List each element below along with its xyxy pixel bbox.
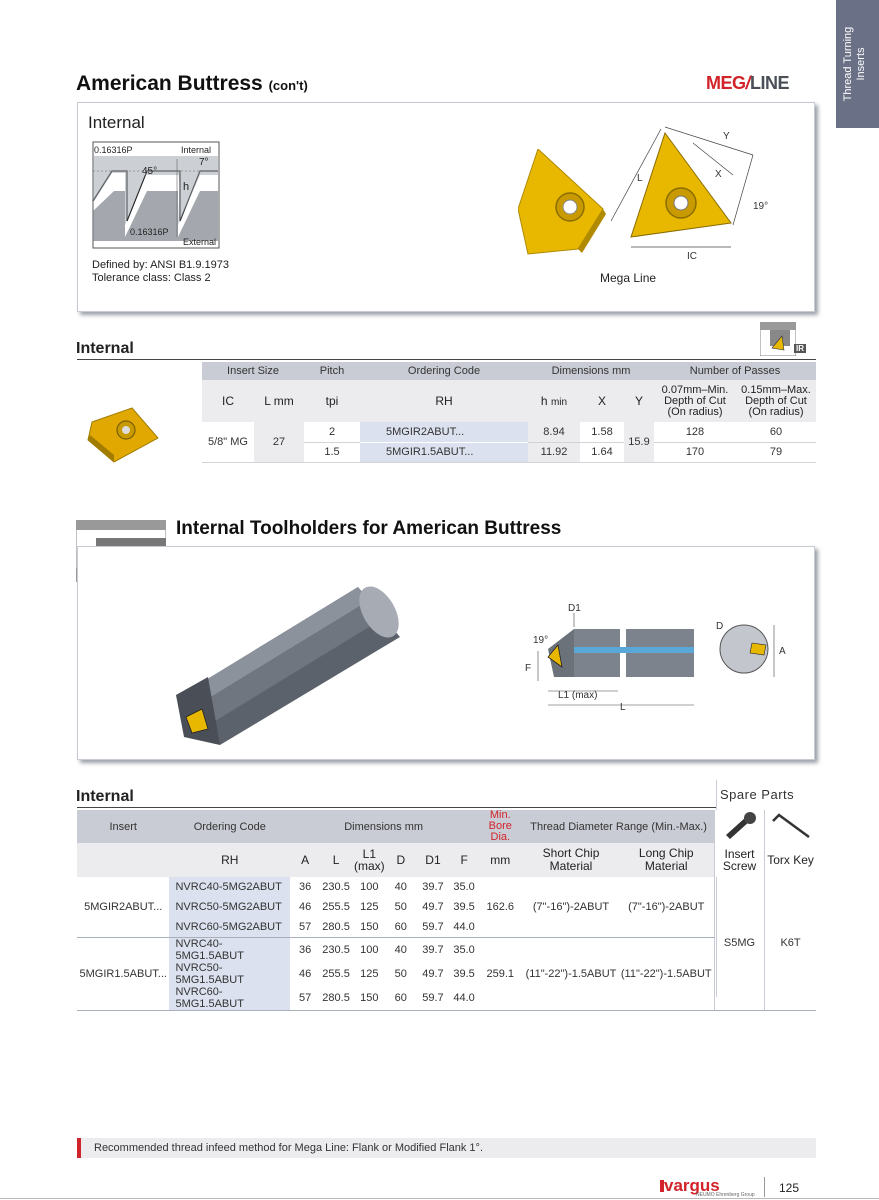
- cell-f: 39.5: [453, 901, 475, 913]
- cell-min-bore: 259.1: [477, 937, 523, 1010]
- hdr-min: min: [550, 397, 568, 408]
- hdr-l-mm: L mm: [254, 380, 304, 422]
- cell-passes-min: 128: [654, 422, 736, 442]
- table-row: [77, 877, 816, 897]
- page-bottom-rule: [0, 1198, 879, 1199]
- hdr-tpi: tpi: [304, 380, 360, 422]
- insert-3d-icon: [518, 149, 608, 259]
- hdr-ordering-code: Ordering Code: [360, 362, 528, 380]
- page-number: 125: [779, 1181, 800, 1195]
- holders-sub-header: [77, 843, 816, 877]
- hdr-a: A: [290, 843, 320, 877]
- inserts-section-rule: [77, 359, 816, 360]
- hdr-insert-size: Insert Size: [202, 362, 304, 380]
- cell-f: 35.0: [453, 943, 475, 956]
- cell-l1: 150: [352, 986, 387, 1011]
- dim-l1max: L1 (max): [558, 690, 598, 701]
- cell-a: 36: [299, 881, 312, 893]
- table-row: [202, 422, 816, 442]
- hdr-dimensions: Dimensions mm: [528, 362, 654, 380]
- screw-icon: [720, 811, 760, 839]
- cell-d1: 49.7: [422, 901, 444, 913]
- holders-section-rule: [77, 807, 716, 808]
- cell-insert: 5MGIR2ABUT...: [77, 877, 169, 937]
- brand-part2: LINE: [750, 73, 790, 93]
- dim-x: X: [715, 169, 722, 180]
- cell-d1: 59.7: [415, 917, 451, 937]
- cell-code: NVRC50-5MG1.5ABUT: [169, 962, 290, 986]
- cell-x: 1.64: [580, 442, 624, 462]
- page-number-separator: [764, 1177, 765, 1197]
- dim-a: A: [779, 646, 786, 657]
- label-angle-7: 7°: [199, 157, 209, 168]
- dim-19deg: 19°: [533, 635, 549, 646]
- side-tab-line2: Inserts: [855, 47, 867, 81]
- holders-section-title: Internal: [76, 788, 134, 805]
- hdr-ordering: Ordering Code: [169, 810, 290, 843]
- cell-l-mm: 27: [254, 422, 304, 462]
- cell-long: (7"-16")-2ABUT: [619, 877, 715, 937]
- hdr-screw: Insert Screw: [714, 843, 764, 877]
- footer-note-bar: [77, 1138, 816, 1158]
- side-tab-text: [842, 6, 874, 122]
- label-h: h: [183, 181, 190, 193]
- hdr-torx: Torx Key: [765, 843, 816, 877]
- cell-l1: 125: [360, 901, 379, 913]
- label-external: External: [183, 237, 217, 247]
- dim-ic: IC: [687, 251, 697, 262]
- hdr-long: Long Chip Material: [619, 843, 715, 877]
- vargus-logo-sub: NEUMO Ehrenberg Group: [696, 1192, 755, 1198]
- toolholder-box: [77, 546, 815, 760]
- hdr-insert: Insert: [77, 810, 169, 843]
- hdr-f: F: [451, 843, 477, 877]
- cell-f: 39.5: [453, 967, 475, 980]
- cell-short: (11"-22")-1.5ABUT: [523, 937, 618, 1010]
- cell-f: 44.0: [451, 986, 477, 1011]
- hdr-passes: Number of Passes: [654, 362, 816, 380]
- cell-h-min: 11.92: [528, 442, 580, 462]
- cell-d1: 49.7: [422, 967, 444, 980]
- ir-icon: [760, 322, 804, 356]
- cell-d: 60: [387, 986, 415, 1011]
- page-title: [76, 72, 308, 96]
- toolholder-dimension-drawing: [518, 597, 798, 717]
- hdr-x: X: [580, 380, 624, 422]
- cell-l1: 150: [352, 917, 387, 937]
- screw-icon-cell: [714, 810, 764, 843]
- cell-f: 35.0: [453, 881, 475, 893]
- cell-l: 230.5: [322, 943, 350, 956]
- cell-l1: 100: [360, 943, 379, 956]
- footer-note: Recommended thread infeed method for Mega Line: Flank or Modified Flank 1°.: [94, 1142, 483, 1154]
- side-tab: [836, 0, 879, 128]
- cell-code: NVRC40-5MG2ABUT: [169, 877, 290, 897]
- cell-a: 46: [299, 967, 312, 980]
- dim-l: L: [620, 702, 626, 713]
- cell-code: NVRC60-5MG2ABUT: [169, 917, 290, 937]
- cell-x: 1.58: [580, 422, 624, 442]
- cell-l: 280.5: [320, 917, 352, 937]
- cell-passes-max: 79: [736, 442, 816, 462]
- hdr-short: Short Chip Material: [523, 843, 618, 877]
- table-row: [77, 937, 816, 962]
- label-internal: Internal: [181, 145, 212, 155]
- cell-code: 5MGIR1.5ABUT...: [360, 442, 528, 462]
- cell-passes-min: 170: [654, 442, 736, 462]
- dim-19: 19°: [753, 201, 769, 212]
- hdr-min-bore: Min. Bore Dia.: [477, 810, 523, 843]
- label-angle-45: 45°: [142, 166, 158, 177]
- dim-d: D: [716, 621, 724, 632]
- hdr-d: D: [387, 843, 415, 877]
- standard-info: [92, 259, 229, 285]
- cell-a: 46: [299, 901, 312, 913]
- label-pitch-bottom: 0.16316P: [130, 227, 169, 237]
- hdr-l: L: [320, 843, 352, 877]
- hdr-pitch: Pitch: [304, 362, 360, 380]
- dim-f: F: [525, 663, 532, 674]
- holders-group-header: [77, 810, 816, 843]
- cell-l: 255.5: [322, 967, 350, 980]
- hdr-ic: IC: [202, 380, 254, 422]
- ir-badge: IR: [796, 344, 804, 353]
- cell-y: 15.9: [624, 422, 654, 462]
- cell-tpi: 2: [304, 422, 360, 442]
- inserts-table: [202, 362, 816, 463]
- toolholder-title: Internal Toolholders for American Buttress: [176, 518, 562, 539]
- cell-d1: 39.7: [422, 943, 444, 956]
- cell-code: 5MGIR2ABUT...: [360, 422, 528, 442]
- hdr-rh: RH: [360, 380, 528, 422]
- insert-dimension-diagram: [603, 125, 778, 270]
- cell-l: 255.5: [322, 901, 350, 913]
- cell-screw: S5MG: [714, 877, 764, 1010]
- cell-code: NVRC40-5MG1.5ABUT: [169, 937, 290, 962]
- hdr-h: h: [540, 394, 548, 408]
- cell-insert: 5MGIR1.5ABUT...: [77, 937, 169, 1010]
- cell-passes-max: 60: [736, 422, 816, 442]
- page-title-text: American Buttress: [76, 72, 263, 95]
- hdr-l1: L1 (max): [352, 843, 387, 877]
- cell-l1: 125: [360, 967, 379, 980]
- cell-a: 36: [299, 943, 312, 956]
- cell-code: NVRC60-5MG1.5ABUT: [169, 986, 290, 1011]
- cell-min-bore: 162.6: [477, 877, 523, 937]
- cell-long: (11"-22")-1.5ABUT: [619, 937, 715, 1010]
- hdr-insert-blank: [77, 843, 169, 877]
- cell-a: 57: [290, 917, 320, 937]
- brand-slash: /: [745, 73, 751, 93]
- insert-photo: [84, 400, 164, 465]
- cell-f: 44.0: [451, 917, 477, 937]
- hdr-y: Y: [624, 380, 654, 422]
- spare-parts-label: Spare Parts: [720, 787, 795, 802]
- cell-l: 230.5: [322, 881, 350, 893]
- hdr-mm: mm: [477, 843, 523, 877]
- cell-l1: 100: [360, 881, 379, 893]
- profile-heading: Internal: [88, 113, 145, 132]
- cell-torx: K6T: [765, 877, 816, 1010]
- hdr-passes-max: 0.15mm–Max. Depth of Cut (On radius): [736, 380, 816, 422]
- inserts-group-header: [202, 362, 816, 380]
- cell-short: (7"-16")-2ABUT: [523, 877, 618, 937]
- cell-code: NVRC50-5MG2ABUT: [169, 897, 290, 917]
- dim-d1: D1: [568, 603, 581, 614]
- cell-ic: 5/8" MG: [202, 422, 254, 462]
- hdr-dimensions-mm: Dimensions mm: [290, 810, 477, 843]
- cell-d1: 39.7: [422, 881, 444, 893]
- cell-d1: 59.7: [415, 986, 451, 1011]
- footer-accent: [77, 1138, 81, 1158]
- torx-key-icon-cell: [765, 810, 816, 843]
- cell-d: 50: [394, 901, 407, 913]
- toolholder-3d-illustration: [168, 577, 408, 747]
- inserts-section-title: Internal: [76, 340, 134, 357]
- cell-d: 40: [394, 881, 407, 893]
- cell-tpi: 1.5: [304, 442, 360, 462]
- torx-key-icon: [769, 811, 813, 839]
- brand-part1: MEG: [706, 73, 746, 93]
- holders-table: [77, 810, 816, 1011]
- cell-a: 57: [290, 986, 320, 1011]
- insert-caption: Mega Line: [600, 271, 657, 285]
- thread-profile-box: [77, 102, 815, 312]
- thread-profile-diagram: [92, 141, 222, 251]
- cell-l: 280.5: [320, 986, 352, 1011]
- cell-d: 50: [394, 967, 407, 980]
- label-pitch-top: 0.16316P: [94, 145, 133, 155]
- hdr-d1: D1: [415, 843, 451, 877]
- internal-holder-icon: [760, 322, 796, 356]
- cell-h-min: 8.94: [528, 422, 580, 442]
- megaline-logo: [706, 73, 789, 94]
- defined-by: Defined by: ANSI B1.9.1973: [92, 259, 229, 271]
- hdr-rh: RH: [169, 843, 290, 877]
- dim-l: L: [637, 173, 643, 184]
- tolerance-class: Tolerance class: Class 2: [92, 272, 211, 284]
- inserts-sub-header: [202, 380, 816, 422]
- side-tab-line1: Thread Turning: [842, 26, 854, 102]
- page-title-suffix: (con't): [268, 78, 308, 93]
- hdr-thread-range: Thread Diameter Range (Min.-Max.): [523, 810, 714, 843]
- cell-d: 40: [394, 943, 407, 956]
- vargus-logo: vargus: [664, 1176, 720, 1195]
- hdr-passes-min: 0.07mm–Min. Depth of Cut (On radius): [654, 380, 736, 422]
- cell-d: 60: [387, 917, 415, 937]
- dim-y: Y: [723, 131, 730, 142]
- hdr-h-min: [528, 380, 580, 422]
